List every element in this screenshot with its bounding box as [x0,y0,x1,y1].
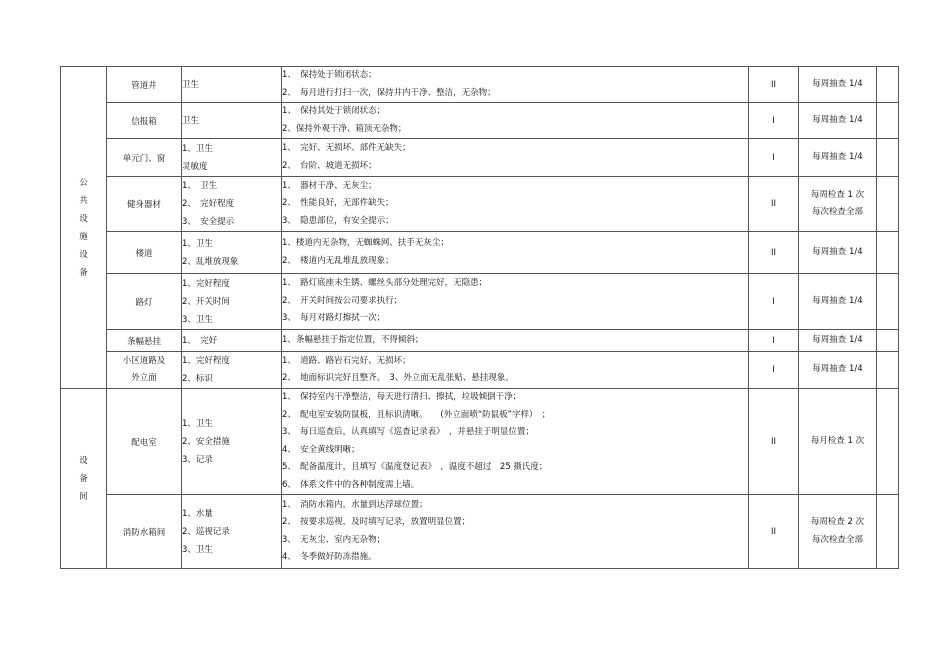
table-row [61,495,899,569]
category-cell: 设 备 间 [61,389,107,569]
level-cell: II [749,177,799,232]
item-cell: 楼道 [107,232,182,274]
requirement-cell: 1、 道路、路岩石完好、无损坏； 2、 地面标识完好且整齐。 3、外立面无乱张贴、悬挂现象。 [282,352,749,389]
blank-cell [877,352,899,389]
table-row [61,330,899,352]
table-row [61,274,899,330]
aspect-cell: 1、 卫生 2、 完好程度 3、 安全提示 [182,177,282,232]
blank-cell [877,103,899,139]
frequency-cell: 每周抽查 1/4 [799,330,877,352]
frequency-cell: 每周抽查 1/4 [799,103,877,139]
aspect-cell: 1、完好程度 2、标识 [182,352,282,389]
level-cell: II [749,495,799,569]
requirement-cell: 1、 保持处于锁闭状态； 2、 每月进行打扫一次，保持井内干净、整洁，无杂物； [282,67,749,103]
frequency-cell: 每周检查 2 次 每次检查全部 [799,495,877,569]
blank-cell [877,67,899,103]
aspect-cell: 1、卫生 灵敏度 [182,139,282,177]
aspect-cell: 1、卫生 2、乱堆放现象 [182,232,282,274]
level-cell: I [749,274,799,330]
aspect-cell: 卫生 [182,67,282,103]
inspection-table [60,66,899,569]
level-cell: I [749,352,799,389]
item-cell: 消防水箱间 [107,495,182,569]
item-cell: 配电室 [107,389,182,495]
requirement-cell: 1、 完好、无损坏、部件无缺失； 2、 台阶、坡道无损坏； [282,139,749,177]
item-cell: 管道井 [107,67,182,103]
blank-cell [877,330,899,352]
level-cell: I [749,139,799,177]
table-row [61,67,899,103]
frequency-cell: 每周抽查 1/4 [799,352,877,389]
item-cell: 信报箱 [107,103,182,139]
level-cell: II [749,389,799,495]
frequency-cell: 每月检查 1 次 [799,389,877,495]
frequency-cell: 每周检查 1 次 每次检查全部 [799,177,877,232]
item-cell: 小区道路及 外立面 [107,352,182,389]
requirement-cell: 1、 器材干净、无灰尘； 2、 性能良好，无部件缺失； 3、 隐患部位，有安全提示； [282,177,749,232]
blank-cell [877,139,899,177]
level-cell: II [749,67,799,103]
aspect-cell: 1、完好程度 2、开关时间 3、卫生 [182,274,282,330]
table-row [61,103,899,139]
requirement-cell: 1、条幅悬挂于指定位置，不得倾斜； [282,330,749,352]
blank-cell [877,177,899,232]
requirement-cell: 1、 路灯底座未生锈、螺丝头部分处理完好，无隐患； 2、 开关时间按公司要求执行； 3、 每月对路灯擦拭一次； [282,274,749,330]
blank-cell [877,274,899,330]
table-row [61,177,899,232]
aspect-cell: 1、水量 2、巡视记录 3、卫生 [182,495,282,569]
table-row [61,139,899,177]
frequency-cell: 每周抽查 1/4 [799,232,877,274]
item-cell: 条幅悬挂 [107,330,182,352]
table-row [61,352,899,389]
item-cell: 健身器材 [107,177,182,232]
requirement-cell: 1、楼道内无杂物，无蜘蛛网、扶手无灰尘； 2、 楼道内无乱堆乱放现象； [282,232,749,274]
level-cell: I [749,103,799,139]
aspect-cell: 1、卫生 2、安全措施 3、记录 [182,389,282,495]
frequency-cell: 每周抽查 1/4 [799,139,877,177]
blank-cell [877,389,899,495]
frequency-cell: 每周抽查 1/4 [799,274,877,330]
category-cell: 公 共 设 施 设 备 [61,67,107,389]
level-cell: I [749,330,799,352]
requirement-cell: 1、 保持其处于锁闭状态； 2、保持外观干净、箱顶无杂物； [282,103,749,139]
blank-cell [877,495,899,569]
level-cell: II [749,232,799,274]
requirement-cell: 1、 保持室内干净整洁，每天进行清扫、擦拭，垃圾倾倒干净； 2、 配电室安装防鼠板，且标识清晰。 (外立面喷“防鼠板”字样） ； 3、 每日巡查后，认真填写《巡查记录表》 ，并悬挂于明显位置； 4、 安全黄线明晰； 5、 配备温度计，且填写《温度登记表》 ，温度不超过 25 摄氏度； 6、 体系文件中的各种制度需上墙。 [282,389,749,495]
requirement-cell: 1、 消防水箱内，水量到达浮球位置； 2、 按要求巡视，及时填写记录，放置明显位置； 3、 无灰尘、室内无杂物； 4、 冬季做好防冻措施。 [282,495,749,569]
aspect-cell: 卫生 [182,103,282,139]
frequency-cell: 每周抽查 1/4 [799,67,877,103]
aspect-cell: 1、 完好 [182,330,282,352]
item-cell: 路灯 [107,274,182,330]
blank-cell [877,232,899,274]
item-cell: 单元门、窗 [107,139,182,177]
table-row [61,389,899,495]
table-row [61,232,899,274]
